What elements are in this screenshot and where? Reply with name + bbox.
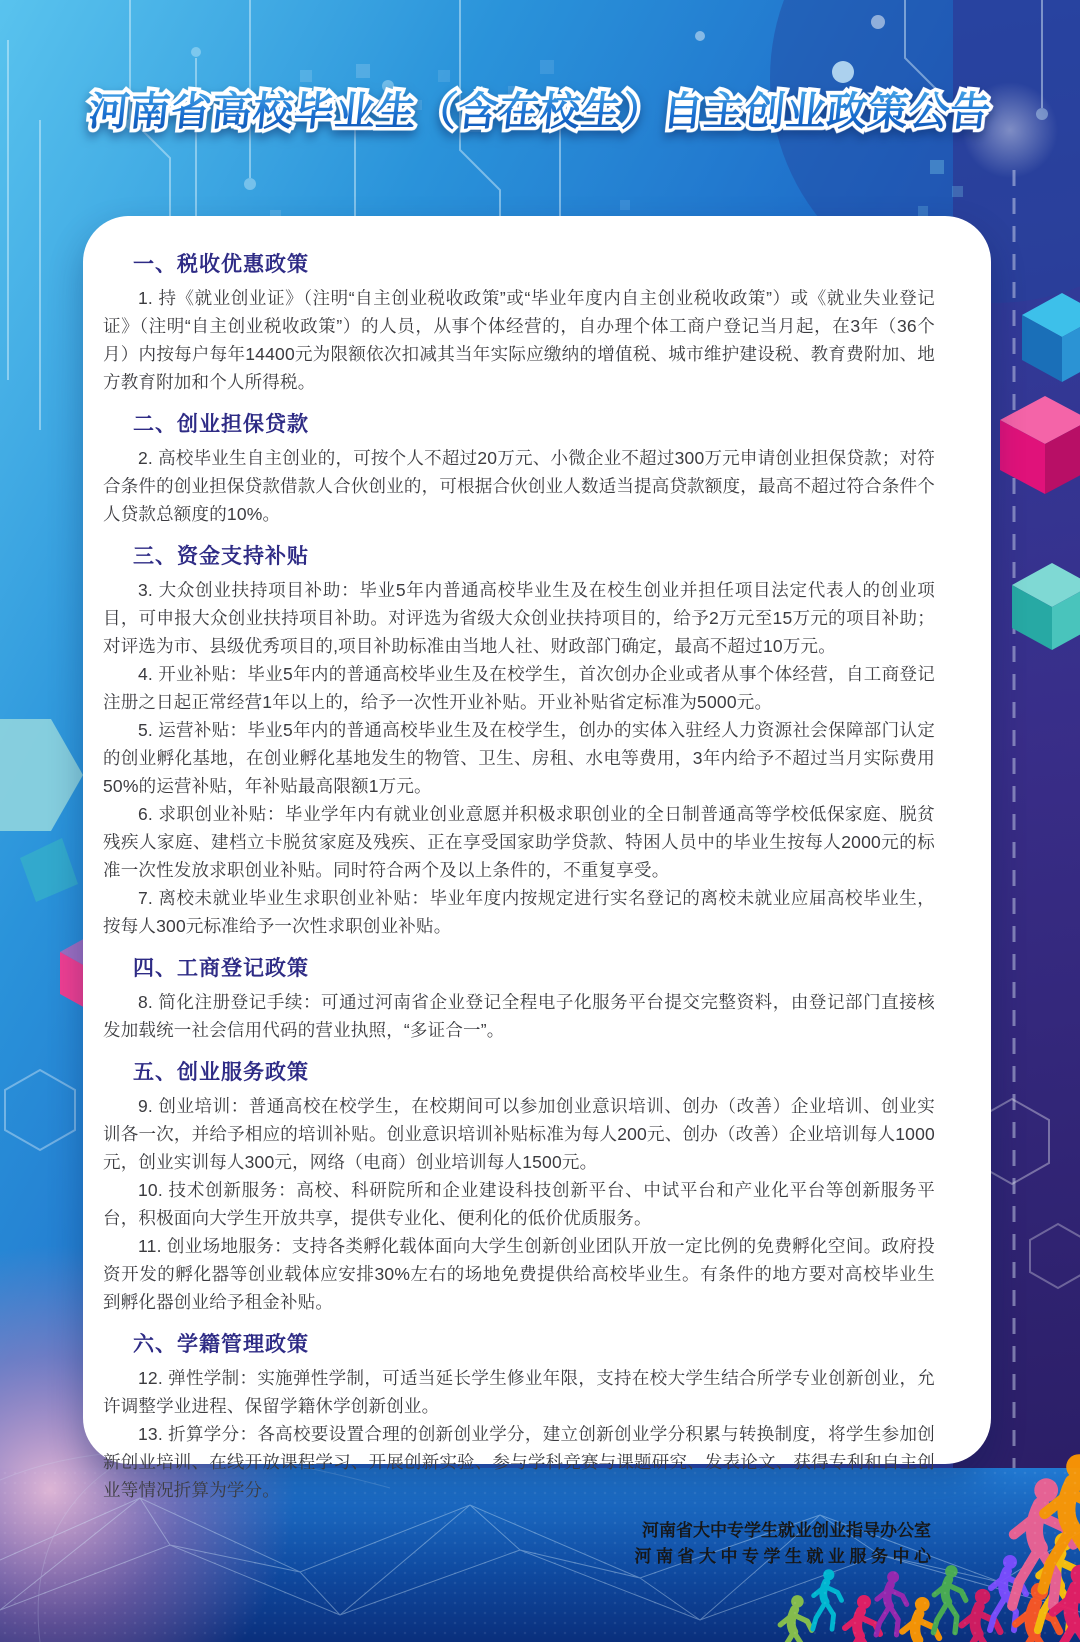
- policy-section-tax: [103, 248, 935, 396]
- policy-paragraph: 5. 运营补贴：毕业5年内的普通高校毕业生及在校学生，创办的实体入驻经人力资源社会保障部门认定的创业孵化基地，在创业孵化基地发生的物管、卫生、房租、水电等费用，3年内给予不超过当月实际费用50%的运营补贴，年补贴最高限额1万元。: [103, 720, 935, 796]
- policy-paragraph: 1. 持《就业创业证》（注明“自主创业税收政策”或“毕业年度内自主创业税收政策”）或《就业失业登记证》（注明“自主创业税收政策”）的人员，从事个体经营的，自办理个体工商户登记当月起，在3年（36个月）内按每户每年14400元为限额依次扣减其当年实际应缴纳的增值税、城市维护建设税、教育费附加、地方教育附加和个人所得税。: [103, 288, 935, 392]
- policy-paragraph: 8. 简化注册登记手续：可通过河南省企业登记全程电子化服务平台提交完整资料，由登记部门直接核发加载统一社会信用代码的营业执照，“多证合一”。: [103, 992, 935, 1040]
- issuing-center-line: 河南省大中专学生就业服务中心: [634, 1547, 936, 1567]
- section-heading: 二、创业担保贷款: [133, 413, 309, 436]
- policy-paragraph: 10. 技术创新服务：高校、科研院所和企业建设科技创新平台、中试平台和产业化平台等创新服务平台，积极面向大学生开放共享，提供专业化、便利化的低价优质服务。: [103, 1180, 935, 1228]
- policy-paragraph: 9. 创业培训：普通高校在校学生，在校期间可以参加创业意识培训、创办（改善）企业培训、创业实训各一次，并给予相应的培训补贴。创业意识培训补贴标准为每人200元、创办（改善）企业培训每人1000元，创业实训每人300元，网络（电商）创业培训每人1500元。: [103, 1096, 935, 1172]
- footer-signature: [103, 1518, 935, 1571]
- title-banner: [0, 88, 1080, 136]
- content-card: [83, 216, 991, 1567]
- policy-section-registration: [103, 952, 935, 1044]
- section-heading: 五、创业服务政策: [133, 1061, 309, 1084]
- policy-paragraph: 11. 创业场地服务：支持各类孵化载体面向大学生创新创业团队开放一定比例的免费孵化空间。政府投资开发的孵化器等创业载体应安排30%左右的场地免费提供给高校毕业生。有条件的地方要对高校毕业生到孵化器创业给予租金补贴。: [103, 1236, 935, 1312]
- policy-paragraph: 13. 折算学分：各高校要设置合理的创新创业学分，建立创新创业学分积累与转换制度，将学生参加创新创业培训、在线开放课程学习、开展创新实验、参与学科竞赛与课题研究、发表论文、获得专利和自主创业等情况折算为学分。: [103, 1424, 935, 1500]
- policy-paragraph: 3. 大众创业扶持项目补助：毕业5年内普通高校毕业生及在校生创业并担任项目法定代表人的创业项目，可申报大众创业扶持项目补助。对评选为省级大众创业扶持项目的，给予2万元至15万元的项目补助；对评选为市、县级优秀项目的,项目补助标准由当地人社、财政部门确定，最高不超过10万元。: [103, 580, 935, 656]
- section-heading: 三、资金支持补贴: [133, 545, 309, 568]
- policy-paragraph: 4. 开业补贴：毕业5年内的普通高校毕业生及在校学生，首次创办企业或者从事个体经营，自工商登记注册之日起正常经营1年以上的，给予一次性开业补贴。开业补贴省定标准为5000元。: [103, 664, 935, 712]
- policy-paragraph: 2. 高校毕业生自主创业的，可按个人不超过20万元、小微企业不超过300万元申请创业担保贷款；对符合条件的创业担保贷款借款人合伙创业的，可根据合伙创业人数适当提高贷款额度，最高不超过符合条件个人贷款总额度的10%。: [103, 448, 935, 524]
- policy-section-service: [103, 1056, 935, 1316]
- policy-section-loan: [103, 408, 935, 528]
- section-heading: 一、税收优惠政策: [133, 253, 309, 276]
- policy-paragraph: 7. 离校未就业毕业生求职创业补贴：毕业年度内按规定进行实名登记的离校未就业应届高校毕业生，按每人300元标准给予一次性求职创业补贴。: [103, 888, 935, 936]
- policy-section-subsidy: [103, 540, 935, 940]
- section-heading: 六、学籍管理政策: [133, 1333, 309, 1356]
- issuing-office-line: 河南省大中专学生就业创业指导办公室: [642, 1521, 931, 1540]
- policy-paragraph: 12. 弹性学制：实施弹性学制，可适当延长学生修业年限，支持在校大学生结合所学专业创新创业，允许调整学业进程、保留学籍休学创新创业。: [103, 1368, 935, 1416]
- policy-paragraph: 6. 求职创业补贴：毕业学年内有就业创业意愿并积极求职创业的全日制普通高等学校低保家庭、脱贫残疾人家庭、建档立卡脱贫家庭及残疾、正在享受国家助学贷款、特困人员中的毕业生按每人2000元的标准一次性发放求职创业补贴。同时符合两个及以上条件的，不重复享受。: [103, 804, 935, 880]
- policy-section-academic: [103, 1328, 935, 1504]
- page-title: 河南省高校毕业生（含在校生）自主创业政策公告 河南省高校毕业生（含在校生）自主创业政策公告: [86, 88, 993, 136]
- section-heading: 四、工商登记政策: [133, 957, 309, 980]
